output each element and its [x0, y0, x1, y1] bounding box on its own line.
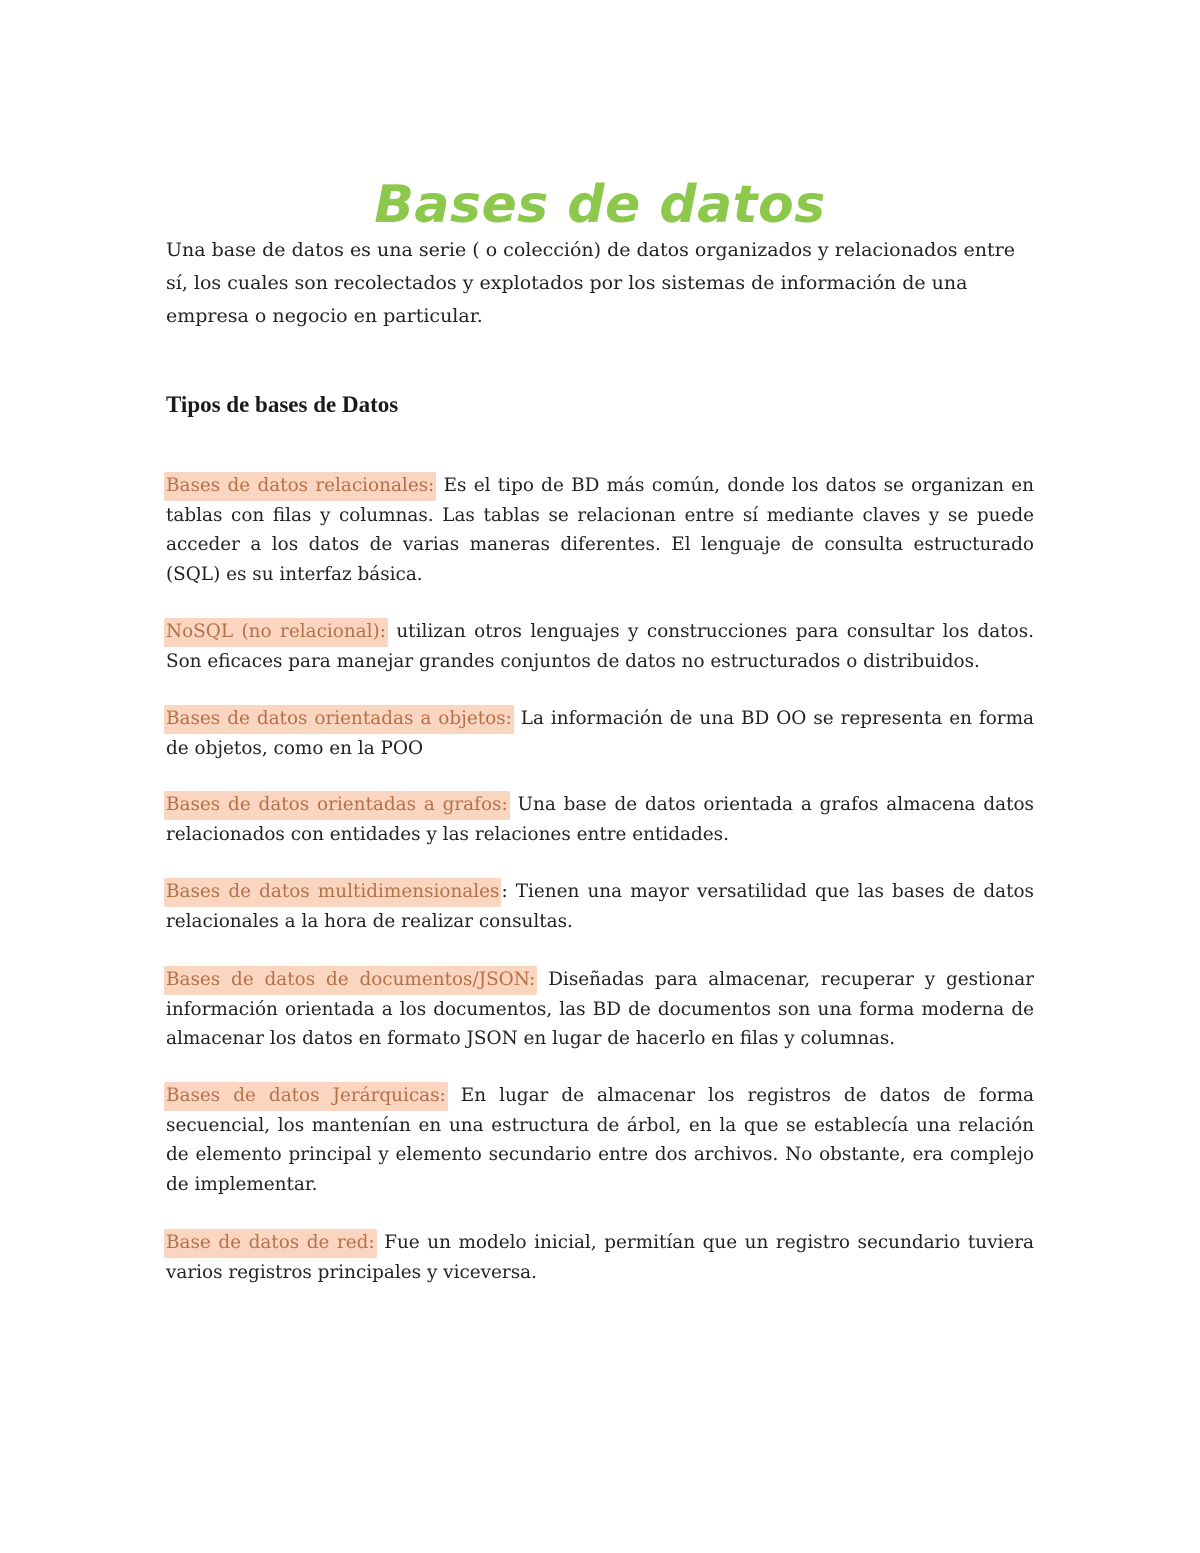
highlighted-term: Bases de datos multidimensionales: [164, 878, 501, 907]
highlighted-term: Bases de datos relacionales:: [164, 472, 436, 501]
entry-objetos: [166, 704, 1034, 763]
entry-text: En lugar de almacenar los registros de datos de forma secuencial, los mantenían en una estructura de árbol, en la que se establecía una relación de elemento principal y elemento secundario entre dos archivos. No obstante, era complejo de implementar.: [166, 1085, 1034, 1195]
highlighted-term: Bases de datos de documentos/JSON:: [164, 966, 537, 995]
entry-text: utilizan otros lenguajes y construcciones para consultar los datos. Son eficaces para manejar grandes conjuntos de datos no estructurados o distribuidos.: [166, 621, 1035, 672]
entry-text: Diseñadas para almacenar, recuperar y gestionar información orientada a los documentos, las BD de documentos son una forma moderna de almacenar los datos en formato JSON en lugar de hacerlo en filas y columnas.: [166, 969, 1034, 1049]
entry-nosql: [166, 617, 1034, 676]
entry-multidimensionales: [166, 877, 1034, 936]
entry-jerarquicas: [166, 1081, 1034, 1199]
entry-text: : Tienen una mayor versatilidad que las bases de datos relacionales a la hora de realizar consultas.: [166, 881, 1034, 932]
entry-documentos: [166, 965, 1034, 1054]
section-heading: Tipos de bases de Datos: [166, 392, 399, 417]
page-title: Bases de datos: [374, 174, 826, 235]
highlighted-term: Bases de datos orientadas a grafos:: [164, 791, 510, 820]
highlighted-term: Bases de datos orientadas a objetos:: [164, 705, 514, 734]
entry-grafos: [166, 790, 1034, 849]
highlighted-term: Base de datos de red:: [164, 1229, 377, 1258]
highlighted-term: Bases de datos Jerárquicas:: [164, 1082, 448, 1111]
entry-relacionales: [166, 471, 1034, 589]
highlighted-term: NoSQL (no relacional):: [164, 618, 388, 647]
entry-red: [166, 1228, 1034, 1287]
entry-text: Una base de datos orientada a grafos almacena datos relacionados con entidades y las relaciones entre entidades.: [166, 794, 1034, 845]
entry-text: Es el tipo de BD más común, donde los datos se organizan en tablas con filas y columnas. Las tablas se relacionan entre sí mediante claves y se puede acceder a los datos de varias maneras diferentes. El lenguaje de consulta estructurado (SQL) es su interfaz básica.: [166, 475, 1034, 585]
entry-text: Fue un modelo inicial, permitían que un registro secundario tuviera varios registros principales y viceversa.: [166, 1232, 1035, 1283]
intro-paragraph: Una base de datos es una serie ( o colección) de datos organizados y relacionados entre sí, los cuales son recolectados y explotados por los sistemas de información de una empresa o negocio en particular.: [166, 239, 1015, 327]
entry-text: La información de una BD OO se representa en forma de objetos, como en la POO: [166, 708, 1034, 759]
